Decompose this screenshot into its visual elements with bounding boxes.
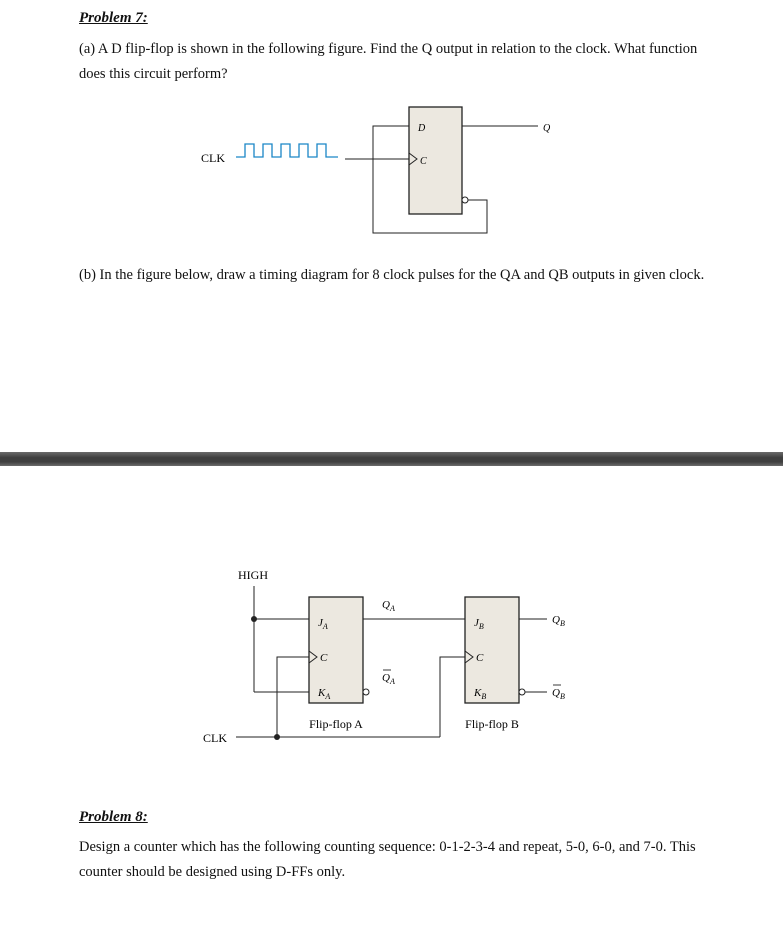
qa-bar-bubble — [363, 689, 369, 695]
qb-label: $Q_B$ — [552, 614, 565, 628]
qa-bar-label: $Q_A$ — [382, 672, 395, 686]
clock-waveform — [236, 144, 338, 157]
ffa-j-label: $J_A$ — [318, 617, 328, 631]
ffa-c-label: C — [320, 652, 328, 664]
problem-7b-text: (b) In the figure below, draw a timing diagram for 8 clock pulses for the QA and QB outputs in given clock. — [79, 267, 705, 283]
problem-8-heading: Problem 8: — [79, 809, 148, 825]
ffa-caption: Flip-flop A — [309, 717, 363, 731]
problem-7a-text: (a) A D flip-flop is shown in the following figure. Find the Q output in relation to the clock. What function does this circuit perform? — [79, 41, 698, 82]
clk-to-ffa-wire — [277, 657, 309, 737]
ffa-k-label: $K_A$ — [318, 687, 331, 701]
jk-counter-figure — [0, 466, 783, 766]
q-output-label: Q — [543, 123, 551, 134]
qb-bar-label: $Q_B$ — [552, 687, 565, 701]
ffb-k-label: $K_B$ — [474, 687, 487, 701]
d-flip-flop — [409, 107, 462, 214]
page-separator — [0, 452, 783, 466]
ffb-caption: Flip-flop B — [465, 717, 519, 731]
document-page-2 — [0, 466, 783, 925]
d-flip-flop-figure — [0, 0, 783, 260]
c-input-label: C — [420, 156, 427, 167]
ffb-c-label: C — [476, 652, 484, 664]
clk-to-ffb-wire — [440, 657, 465, 737]
d-input-label: D — [418, 123, 426, 134]
qb-bar-bubble — [519, 689, 525, 695]
high-label: HIGH — [238, 568, 268, 582]
fig1-clk-label: CLK — [201, 151, 225, 165]
qbar-bubble — [462, 197, 468, 203]
document-page-1 — [0, 0, 783, 452]
fig2-clk-label: CLK — [203, 731, 227, 745]
problem-8-text: Design a counter which has the following counting sequence: 0-1-2-3-4 and repeat, 5-0, 6-0, and 7-0. This counter should be designed using D-FFs only. — [79, 839, 696, 880]
problem-7-heading: Problem 7: — [79, 10, 148, 26]
qa-label: $Q_A$ — [382, 599, 395, 613]
ffb-j-label: $J_B$ — [474, 617, 484, 631]
